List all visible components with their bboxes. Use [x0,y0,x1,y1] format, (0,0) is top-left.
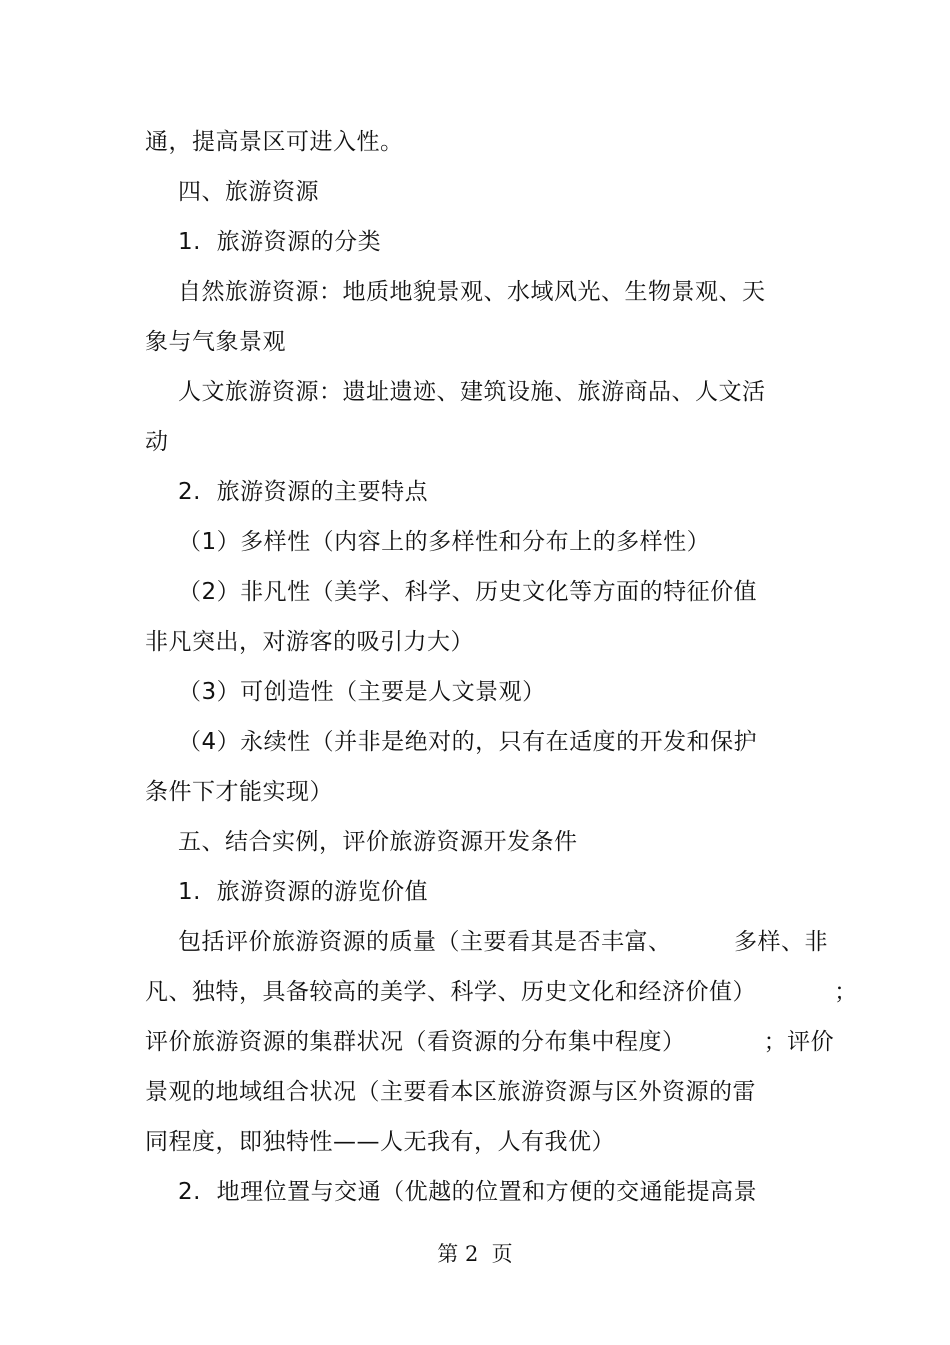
text-line: 凡、独特，具备较高的美学、科学、历史文化和经济价值） ； [145,979,858,1005]
text-line: 动 [145,429,169,455]
subsection-heading: 2. 旅游资源的主要特点 [178,479,429,505]
text-line: 评价旅游资源的集群状况（看资源的分布集中程度） ；评价 [145,1029,835,1055]
subsection-heading: 2. 地理位置与交通（优越的位置和方便的交通能提高景 [178,1179,758,1205]
section-heading: 五、结合实例，评价旅游资源开发条件 [178,829,578,855]
subsection-heading: 1. 旅游资源的分类 [178,229,382,255]
list-item: （3）可创造性（主要是人文景观） [178,679,546,705]
text-line: 通，提高景区可进入性。 [145,129,404,155]
text-line: 条件下才能实现） [145,779,333,805]
subsection-heading: 1. 旅游资源的游览价值 [178,879,429,905]
text-line: 同程度，即独特性——人无我有，人有我优） [145,1129,615,1155]
list-item: （4）永续性（并非是绝对的，只有在适度的开发和保护 [178,729,758,755]
text-line: 非凡突出，对游客的吸引力大） [145,629,474,655]
text-line: 人文旅游资源：遗址遗迹、建筑设施、旅游商品、人文活 [178,379,766,405]
list-item: （1）多样性（内容上的多样性和分布上的多样性） [178,529,711,555]
text-line: 包括评价旅游资源的质量（主要看其是否丰富、 多样、非 [178,929,828,955]
page-number: 第 2 页 [437,1242,513,1266]
text-line: 景观的地域组合状况（主要看本区旅游资源与区外资源的雷 [145,1079,756,1105]
list-item: （2）非凡性（美学、科学、历史文化等方面的特征价值 [178,579,758,605]
text-line: 象与气象景观 [145,329,286,355]
text-line: 自然旅游资源：地质地貌景观、水域风光、生物景观、天 [178,279,766,305]
section-heading: 四、旅游资源 [178,179,319,205]
